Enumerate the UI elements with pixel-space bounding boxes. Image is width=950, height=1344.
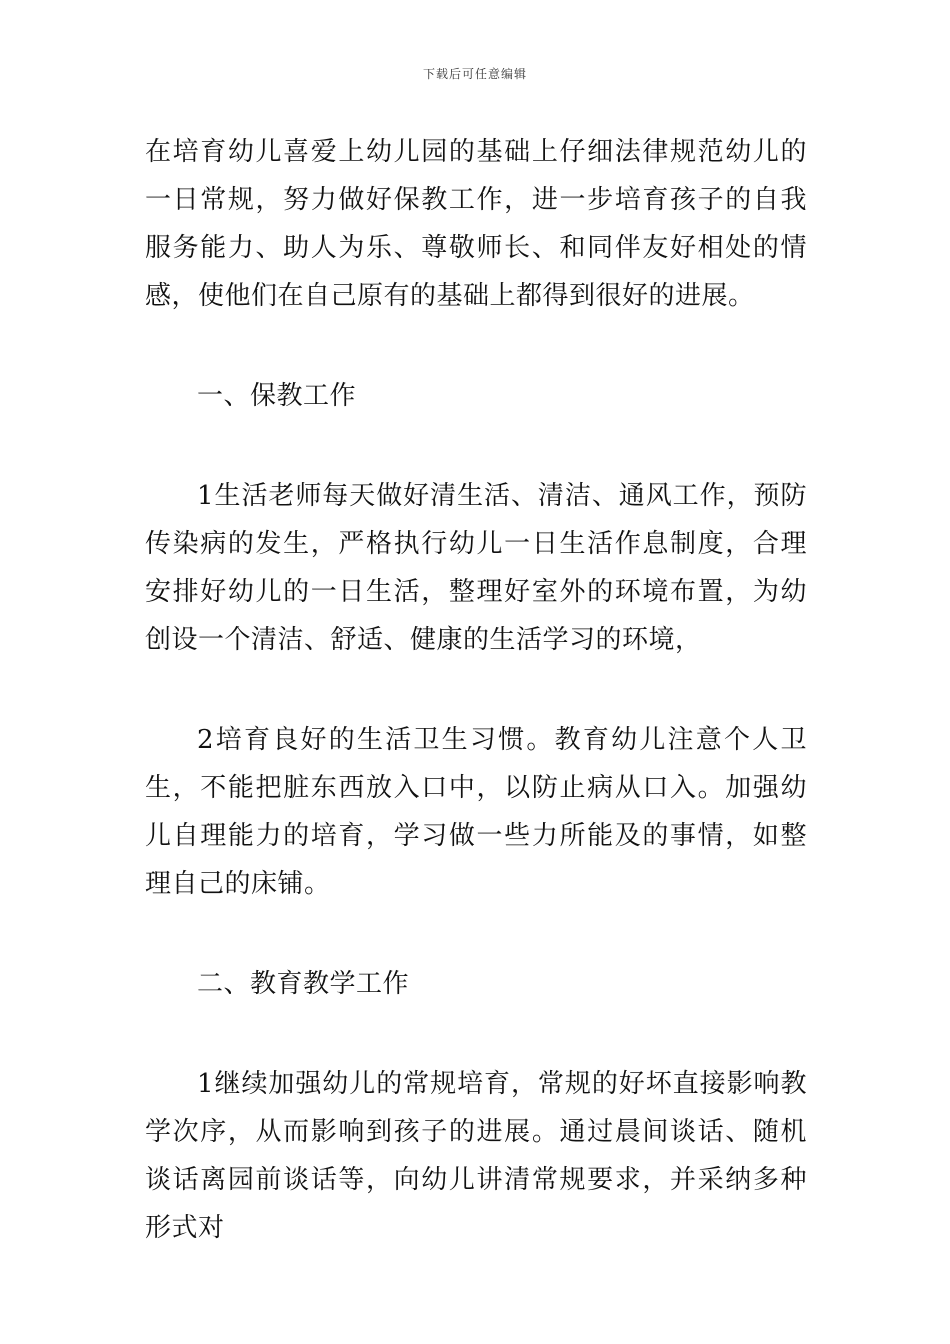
- section2-item-1: 1继续加强幼儿的常规培育，常规的好坏直接影响教学次序，从而影响到孩子的进展。通过晨间谈话、随机谈话离园前谈话等，向幼儿讲清常规要求，并采纳多种形式对: [145, 1069, 807, 1243]
- section-heading-2: 二、教育教学工作: [197, 969, 410, 999]
- section-heading-1: 一、保教工作: [197, 381, 357, 411]
- section1-item-2: 2培育良好的生活卫生习惯。教育幼儿注意个人卫生，不能把脏东西放入口中，以防止病从口入。加强幼儿自理能力的培育，学习做一些力所能及的事情，如整理自己的床铺。: [145, 725, 807, 899]
- paragraph-gap: [145, 1008, 807, 1060]
- paragraph-gap: [145, 664, 807, 716]
- intro-paragraph: 在培育幼儿喜爱上幼儿园的基础上仔细法律规范幼儿的一日常规，努力做好保教工作，进一步培育孩子的自我服务能力、助人为乐、尊敬师长、和同伴友好相处的情感，使他们在自己原有的基础上都得到很好的进展。: [145, 137, 807, 311]
- paragraph-gap: [145, 320, 807, 372]
- paragraph-gap: [145, 420, 807, 472]
- section1-item-1: 1生活老师每天做好清生活、清洁、通风工作，预防传染病的发生，严格执行幼儿一日生活作息制度，合理安排好幼儿的一日生活，整理好室外的环境布置，为幼创设一个清洁、舒适、健康的生活学习的环境，: [145, 481, 807, 655]
- header-note: 下载后可任意编辑: [422, 67, 527, 81]
- document-body: [145, 128, 807, 1252]
- paragraph-gap: [145, 908, 807, 960]
